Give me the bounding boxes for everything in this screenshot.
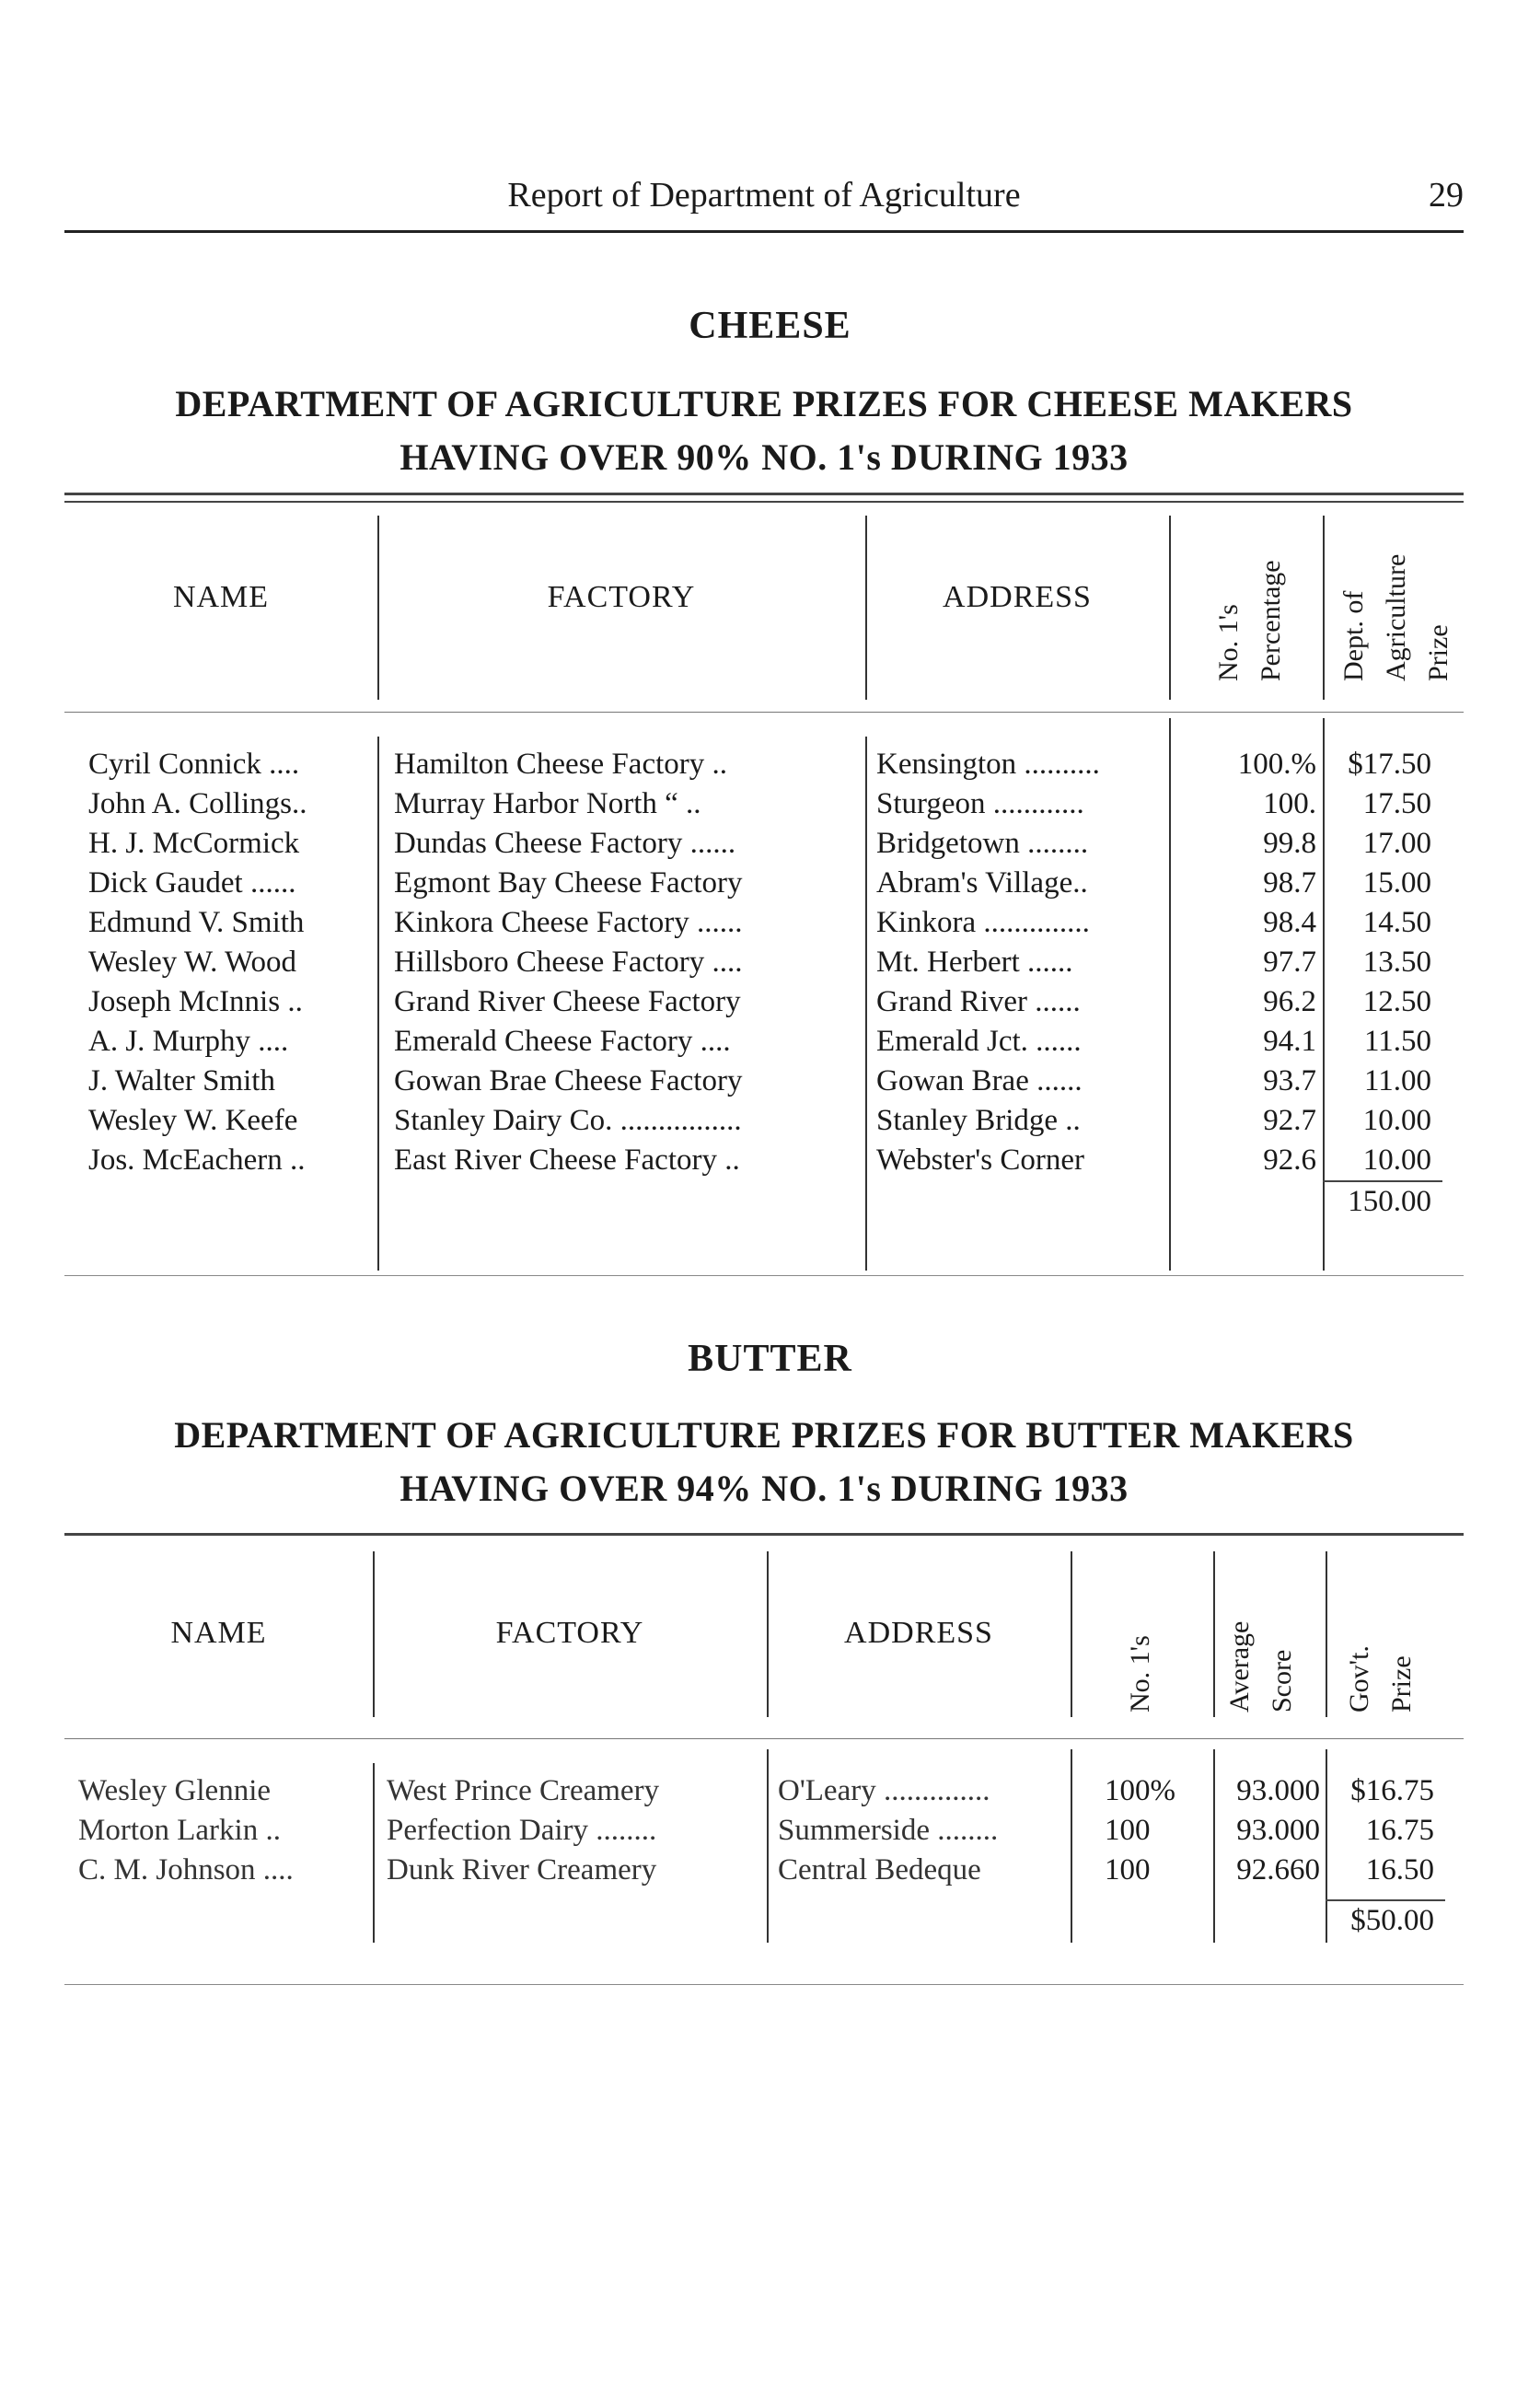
cell-name: J. Walter Smith bbox=[88, 1064, 275, 1097]
butter-subtitle-line2: HAVING OVER 94% NO. 1's DURING 1933 bbox=[399, 1468, 1129, 1509]
cell-prize: 16.75 bbox=[1365, 1814, 1434, 1847]
cell-address: Central Bedeque bbox=[778, 1853, 981, 1886]
cell-prize: 17.50 bbox=[1362, 787, 1431, 820]
cell-percentage: 99.8 bbox=[1263, 827, 1316, 860]
cell-name: Morton Larkin .. bbox=[78, 1814, 281, 1847]
column-header-average-line1: Average bbox=[1224, 1620, 1255, 1712]
cell-prize: 11.50 bbox=[1363, 1025, 1431, 1058]
column-header-percentage-line1: No. 1's bbox=[1213, 604, 1244, 681]
total-rule bbox=[1326, 1899, 1445, 1901]
column-header-name: NAME bbox=[170, 1616, 267, 1650]
cell-prize: 11.00 bbox=[1363, 1064, 1431, 1097]
cell-prize: $16.75 bbox=[1350, 1774, 1434, 1807]
cell-percentage: 100.% bbox=[1237, 748, 1316, 781]
butter-section-title: BUTTER bbox=[688, 1338, 852, 1380]
cell-address: Bridgetown ........ bbox=[876, 827, 1089, 860]
column-divider bbox=[767, 1749, 769, 1943]
cell-address: Sturgeon ............ bbox=[876, 787, 1084, 820]
cell-factory: Hamilton Cheese Factory .. bbox=[394, 748, 728, 781]
column-divider bbox=[1323, 516, 1325, 700]
cell-prize: 10.00 bbox=[1362, 1104, 1431, 1137]
cell-factory: West Prince Creamery bbox=[387, 1774, 660, 1807]
column-header-factory: FACTORY bbox=[495, 1616, 644, 1650]
cell-name: Joseph McInnis .. bbox=[88, 985, 303, 1018]
column-divider bbox=[1323, 718, 1325, 1271]
header-separator bbox=[64, 712, 1464, 713]
cell-prize: 10.00 bbox=[1362, 1143, 1431, 1177]
cell-prize: 15.00 bbox=[1362, 866, 1431, 900]
cell-address: Summerside ........ bbox=[778, 1814, 999, 1847]
cell-percentage: 97.7 bbox=[1263, 946, 1316, 979]
cell-address: Stanley Bridge .. bbox=[876, 1104, 1081, 1137]
column-header-prize-line2: Prize bbox=[1386, 1655, 1417, 1712]
butter-total: $50.00 bbox=[1350, 1904, 1434, 1937]
cell-address: Kensington .......... bbox=[876, 748, 1100, 781]
table-top-rule bbox=[64, 501, 1464, 503]
cell-name: H. J. McCormick bbox=[88, 827, 300, 860]
cell-percentage: 94.1 bbox=[1263, 1025, 1316, 1058]
cell-name: Wesley Glennie bbox=[78, 1774, 272, 1807]
cheese-subtitle-line2: HAVING OVER 90% NO. 1's DURING 1933 bbox=[399, 436, 1129, 478]
cell-factory: Emerald Cheese Factory .... bbox=[394, 1025, 731, 1058]
butter-subtitle-line1: DEPARTMENT OF AGRICULTURE PRIZES FOR BUTTER MAKERS bbox=[174, 1414, 1354, 1456]
cheese-section-title: CHEESE bbox=[689, 305, 851, 347]
cell-factory: Hillsboro Cheese Factory .... bbox=[394, 946, 743, 979]
cell-average-score: 93.000 bbox=[1236, 1774, 1320, 1807]
cell-name: Edmund V. Smith bbox=[88, 906, 305, 939]
cell-factory: Murray Harbor North “ .. bbox=[394, 787, 701, 820]
cell-factory: East River Cheese Factory .. bbox=[394, 1143, 740, 1177]
column-header-no1s: No. 1's bbox=[1125, 1635, 1155, 1712]
column-header-address: ADDRESS bbox=[844, 1616, 993, 1650]
column-divider bbox=[1326, 1551, 1327, 1717]
cell-name: C. M. Johnson .... bbox=[78, 1853, 294, 1886]
cell-name: A. J. Murphy .... bbox=[88, 1025, 289, 1058]
column-divider bbox=[865, 737, 867, 1271]
table-bottom-rule bbox=[64, 1984, 1464, 1985]
column-divider bbox=[377, 737, 379, 1271]
column-header-prize-line2: Agriculture bbox=[1381, 553, 1411, 681]
cell-name: Cyril Connick .... bbox=[88, 748, 300, 781]
cell-prize: 13.50 bbox=[1362, 946, 1431, 979]
cell-percentage: 96.2 bbox=[1263, 985, 1316, 1018]
cell-average-score: 93.000 bbox=[1236, 1814, 1320, 1847]
cell-factory: Dundas Cheese Factory ...... bbox=[394, 827, 736, 860]
cell-name: Jos. McEachern .. bbox=[88, 1143, 306, 1177]
cell-address: Kinkora .............. bbox=[876, 906, 1090, 939]
table-bottom-rule bbox=[64, 1275, 1464, 1276]
running-head bbox=[64, 175, 1464, 232]
header-separator bbox=[64, 1738, 1464, 1739]
column-divider bbox=[1213, 1749, 1215, 1943]
cell-no1s: 100% bbox=[1105, 1774, 1175, 1807]
cell-factory: Kinkora Cheese Factory ...... bbox=[394, 906, 743, 939]
cell-address: Gowan Brae ...... bbox=[876, 1064, 1083, 1097]
cell-prize: 12.50 bbox=[1362, 985, 1431, 1018]
column-divider bbox=[1071, 1749, 1072, 1943]
column-divider bbox=[1169, 516, 1171, 700]
column-divider bbox=[1071, 1551, 1072, 1717]
total-rule bbox=[1323, 1180, 1442, 1182]
cell-factory: Perfection Dairy ........ bbox=[387, 1814, 657, 1847]
cell-factory: Stanley Dairy Co. ................ bbox=[394, 1104, 742, 1137]
cell-address: Webster's Corner bbox=[876, 1143, 1084, 1177]
cell-factory: Egmont Bay Cheese Factory bbox=[394, 866, 743, 900]
cell-percentage: 92.7 bbox=[1263, 1104, 1316, 1137]
cell-name: John A. Collings.. bbox=[88, 787, 307, 820]
table-top-rule bbox=[64, 493, 1464, 495]
cell-address: Abram's Village.. bbox=[876, 866, 1088, 900]
cell-percentage: 100. bbox=[1263, 787, 1316, 820]
cell-address: Grand River ...... bbox=[876, 985, 1081, 1018]
cell-percentage: 98.4 bbox=[1263, 906, 1316, 939]
cell-name: Wesley W. Wood bbox=[88, 946, 296, 979]
cell-no1s: 100 bbox=[1105, 1814, 1151, 1847]
cell-prize: 16.50 bbox=[1365, 1853, 1434, 1886]
column-header-average-line2: Score bbox=[1267, 1649, 1297, 1712]
column-header-prize-line3: Prize bbox=[1423, 624, 1453, 681]
column-divider bbox=[1213, 1551, 1215, 1717]
column-header-prize-line1: Dept. of bbox=[1338, 590, 1369, 681]
cell-address: O'Leary .............. bbox=[778, 1774, 990, 1807]
cheese-subtitle-line1: DEPARTMENT OF AGRICULTURE PRIZES FOR CHEESE MAKERS bbox=[175, 383, 1353, 424]
column-header-prize-line1: Gov't. bbox=[1344, 1645, 1374, 1712]
cell-factory: Dunk River Creamery bbox=[387, 1853, 657, 1886]
cell-average-score: 92.660 bbox=[1236, 1853, 1320, 1886]
cell-address: Mt. Herbert ...... bbox=[876, 946, 1073, 979]
cell-percentage: 92.6 bbox=[1263, 1143, 1316, 1177]
header-rule bbox=[64, 230, 1464, 233]
column-divider bbox=[1169, 718, 1171, 1271]
cell-name: Wesley W. Keefe bbox=[88, 1104, 298, 1137]
running-head-title: Report of Department of Agriculture bbox=[507, 176, 1021, 215]
cell-factory: Gowan Brae Cheese Factory bbox=[394, 1064, 743, 1097]
page-number: 29 bbox=[1429, 176, 1464, 215]
column-divider bbox=[373, 1763, 375, 1943]
cell-no1s: 100 bbox=[1105, 1853, 1151, 1886]
cell-percentage: 98.7 bbox=[1263, 866, 1316, 900]
column-header-address: ADDRESS bbox=[943, 580, 1092, 614]
cell-prize: 14.50 bbox=[1362, 906, 1431, 939]
cell-factory: Grand River Cheese Factory bbox=[394, 985, 741, 1018]
cell-percentage: 93.7 bbox=[1263, 1064, 1316, 1097]
cheese-total: 150.00 bbox=[1348, 1185, 1431, 1218]
cell-prize: 17.00 bbox=[1362, 827, 1431, 860]
cell-name: Dick Gaudet ...... bbox=[88, 866, 296, 900]
column-header-percentage-line2: Percentage bbox=[1256, 560, 1286, 681]
column-header-name: NAME bbox=[172, 580, 270, 614]
cell-prize: $17.50 bbox=[1348, 748, 1431, 781]
table-top-rule bbox=[64, 1533, 1464, 1536]
cell-address: Emerald Jct. ...... bbox=[876, 1025, 1082, 1058]
column-header-factory: FACTORY bbox=[547, 580, 696, 614]
column-divider bbox=[1326, 1749, 1327, 1943]
